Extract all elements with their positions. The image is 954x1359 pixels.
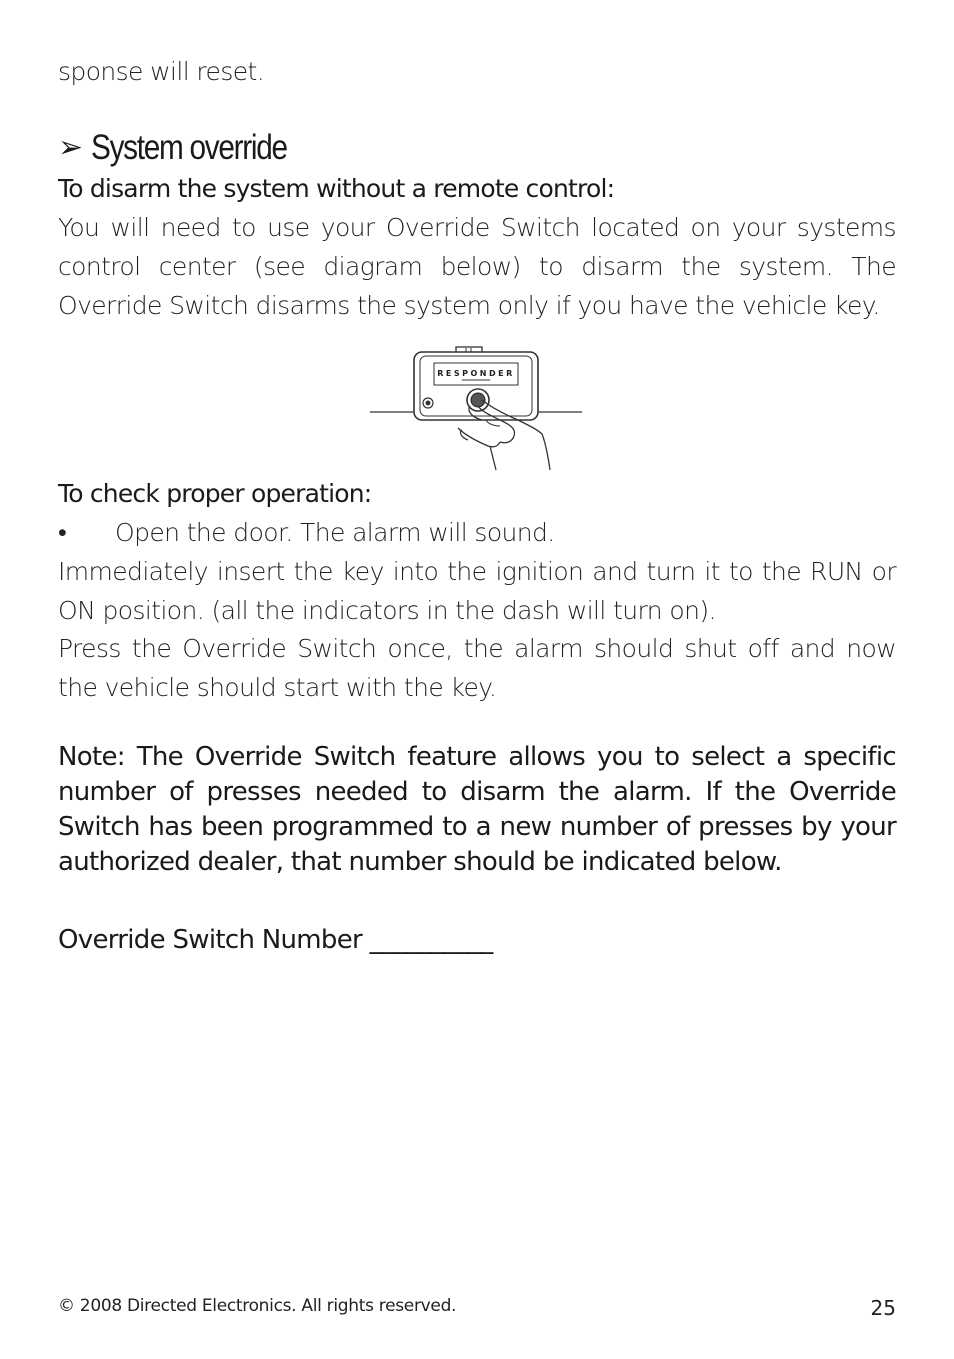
brand-label: RESPONDER [437, 369, 515, 378]
override-switch-press-icon [370, 340, 586, 475]
check-subheading: To check proper operation: [58, 479, 372, 508]
check-paragraph-2: Press the Override Switch once, the alarm should shut off and now the vehicle should start with the key. [58, 634, 896, 702]
disarm-paragraph: You will need to use your Override Switch located on your systems control center (see diagram below) to disarm the system. The Override Switch disarms the system only if you have the vehicle key. [58, 213, 896, 320]
bullet-text: Open the door. The alarm will sound. [115, 518, 555, 547]
override-number-field: Override Switch Number __________ [58, 925, 493, 955]
copyright-footer: © 2008 Directed Electronics. All rights reserved. [58, 1296, 457, 1316]
section-heading [58, 128, 322, 168]
list-item [58, 513, 555, 552]
bullet-icon: • [58, 518, 67, 547]
section-title: System override [91, 128, 287, 167]
check-paragraph-1: Immediately insert the key into the ignition and turn it to the RUN or ON position. (all the indicators in the dash will turn on). [58, 557, 896, 625]
disarm-subheading: To disarm the system without a remote control: [58, 174, 615, 203]
page-number: 25 [870, 1296, 896, 1320]
arrow-bullet-icon: ➢ [58, 130, 84, 165]
override-switch-diagram [370, 340, 586, 475]
continued-text: sponse will reset. [58, 57, 265, 86]
note-paragraph: Note: The Override Switch feature allows you to select a specific number of presses needed to disarm the alarm. If the Override Switch has been programmed to a new number of presses by your authorized dealer, that number should be indicated below. [58, 742, 896, 877]
